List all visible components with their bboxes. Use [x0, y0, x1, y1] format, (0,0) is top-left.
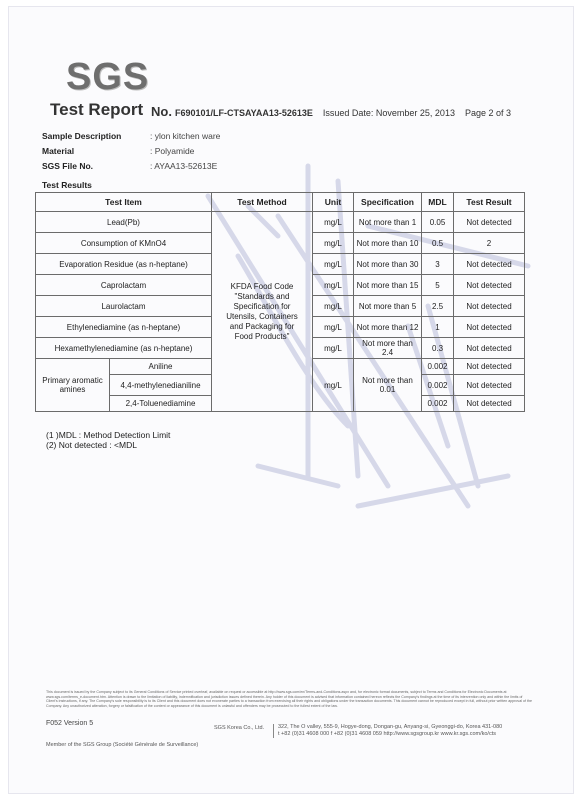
sample-description-value: : ylon kitchen ware: [150, 131, 221, 141]
unit: mg/L: [313, 275, 354, 296]
specification: Not more than 1: [354, 212, 422, 233]
test-item: Laurolactam: [36, 296, 212, 317]
unit: mg/L: [313, 233, 354, 254]
unit: mg/L: [313, 338, 354, 359]
mdl: 0.05: [422, 212, 454, 233]
test-results-label: Test Results: [42, 180, 92, 190]
mdl: 1: [422, 317, 454, 338]
specification: Not more than 0.01: [354, 359, 422, 412]
material-value: : Polyamide: [150, 146, 195, 156]
header-unit: Unit: [313, 193, 354, 212]
mdl: 5: [422, 275, 454, 296]
header-test-result: Test Result: [454, 193, 525, 212]
test-result: 2: [454, 233, 525, 254]
unit: mg/L: [313, 359, 354, 412]
material-label: Material: [42, 146, 75, 156]
form-version: F052 Version 5: [46, 720, 94, 727]
notes: [46, 430, 170, 450]
test-item: Aniline: [110, 359, 212, 375]
test-item: 4,4-methylenedianiline: [110, 375, 212, 396]
report-number-line: [151, 104, 511, 119]
mdl: 0.002: [422, 396, 454, 412]
test-method: KFDA Food Code "Standards and Specification for Utensils, Containers and Packaging for Food Products": [212, 212, 313, 412]
test-result: Not detected: [454, 375, 525, 396]
test-result: Not detected: [454, 296, 525, 317]
specification: Not more than 2.4: [354, 338, 422, 359]
unit: mg/L: [313, 296, 354, 317]
sample-description-label: Sample Description: [42, 131, 122, 141]
file-no-label: SGS File No.: [42, 161, 94, 171]
contact-line: t +82 (0)31 4608 000 f +82 (0)31 4608 059 http://www.sgsgroup.kr www.kr.sgs.com/ko/cts: [278, 731, 496, 737]
file-no-value: : AYAA13-52613E: [150, 161, 218, 171]
address-line: 322, The O valley, 555-9, Hogye-dong, Dongan-gu, Anyang-si, Gyeonggi-do, Korea 431-080: [278, 724, 503, 730]
specification: Not more than 10: [354, 233, 422, 254]
test-result: Not detected: [454, 396, 525, 412]
test-result: Not detected: [454, 254, 525, 275]
unit: mg/L: [313, 317, 354, 338]
test-result: Not detected: [454, 275, 525, 296]
test-result: Not detected: [454, 338, 525, 359]
test-item: Ethylenediamine (as n-heptane): [36, 317, 212, 338]
specification: Not more than 12: [354, 317, 422, 338]
sample-meta: [42, 129, 220, 174]
test-item: Consumption of KMnO4: [36, 233, 212, 254]
mdl: 0.3: [422, 338, 454, 359]
mdl: 2.5: [422, 296, 454, 317]
mdl: 3: [422, 254, 454, 275]
header-mdl: MDL: [422, 193, 454, 212]
header-test-method: Test Method: [212, 193, 313, 212]
page-indicator: Page 2 of 3: [464, 108, 511, 118]
test-result: Not detected: [454, 317, 525, 338]
test-item: 2,4-Toluenediamine: [110, 396, 212, 412]
issued-date: Issued Date: November 25, 2013: [322, 108, 455, 118]
mdl: 0.5: [422, 233, 454, 254]
table-row: [36, 212, 525, 233]
header-test-item: Test Item: [36, 193, 212, 212]
test-item: Caprolactam: [36, 275, 212, 296]
report-title: Test Report: [50, 100, 144, 119]
note-mdl: (1 )MDL : Method Detection Limit: [46, 430, 171, 440]
test-result: Not detected: [454, 212, 525, 233]
unit: mg/L: [313, 212, 354, 233]
aromatic-amines-label: Primary aromatic amines: [36, 359, 110, 412]
footer-fine-print: This document is issued by the Company subject to its General Conditions of Service printed overleaf, available on request or accessible at http://www.sgs.com/en/Terms-and-Conditions.aspx and, for electronic format documents, subject to Terms and Conditions for Electronic Documents at www.sgs.com/terms_e-document.htm. Attention is drawn to the limitation of liability, indemnification and jurisdiction issues defined therein. Any holder of this document is advised that information contained hereon reflects the Company's findings at the time of its intervention only and within the limits of Client's instructions, if any. The Company's sole responsibility is to its Client and this document does not exonerate parties to a transaction from exercising all their rights and obligations under the transaction documents. This document cannot be reproduced except in full, without prior written approval of the Company. Any unauthorized alteration, forgery or falsification of the content or appearance of this document is unlawful and offenders may be prosecuted to the fullest extent of the law.: [46, 690, 532, 708]
note-not-detected: (2) Not detected : <MDL: [46, 440, 137, 450]
mdl: 0.002: [422, 359, 454, 375]
test-item: Hexamethylenediamine (as n-heptane): [36, 338, 212, 359]
specification: Not more than 30: [354, 254, 422, 275]
test-item: Lead(Pb): [36, 212, 212, 233]
sgs-group-member: Member of the SGS Group (Société Générale de Surveillance): [46, 742, 199, 748]
report-no: F690101/LF-CTSAYAA13-52613E: [174, 108, 313, 118]
unit: mg/L: [313, 254, 354, 275]
test-result: Not detected: [454, 359, 525, 375]
company-name: SGS Korea Co., Ltd.: [214, 725, 265, 731]
specification: Not more than 5: [354, 296, 422, 317]
specification: Not more than 15: [354, 275, 422, 296]
mdl: 0.002: [422, 375, 454, 396]
test-item: Evaporation Residue (as n-heptane): [36, 254, 212, 275]
test-results-table: [35, 192, 525, 412]
sgs-logo: SGS: [66, 56, 150, 98]
report-no-label: No.: [151, 104, 172, 119]
header-specification: Specification: [354, 193, 422, 212]
company-address: [273, 724, 502, 738]
